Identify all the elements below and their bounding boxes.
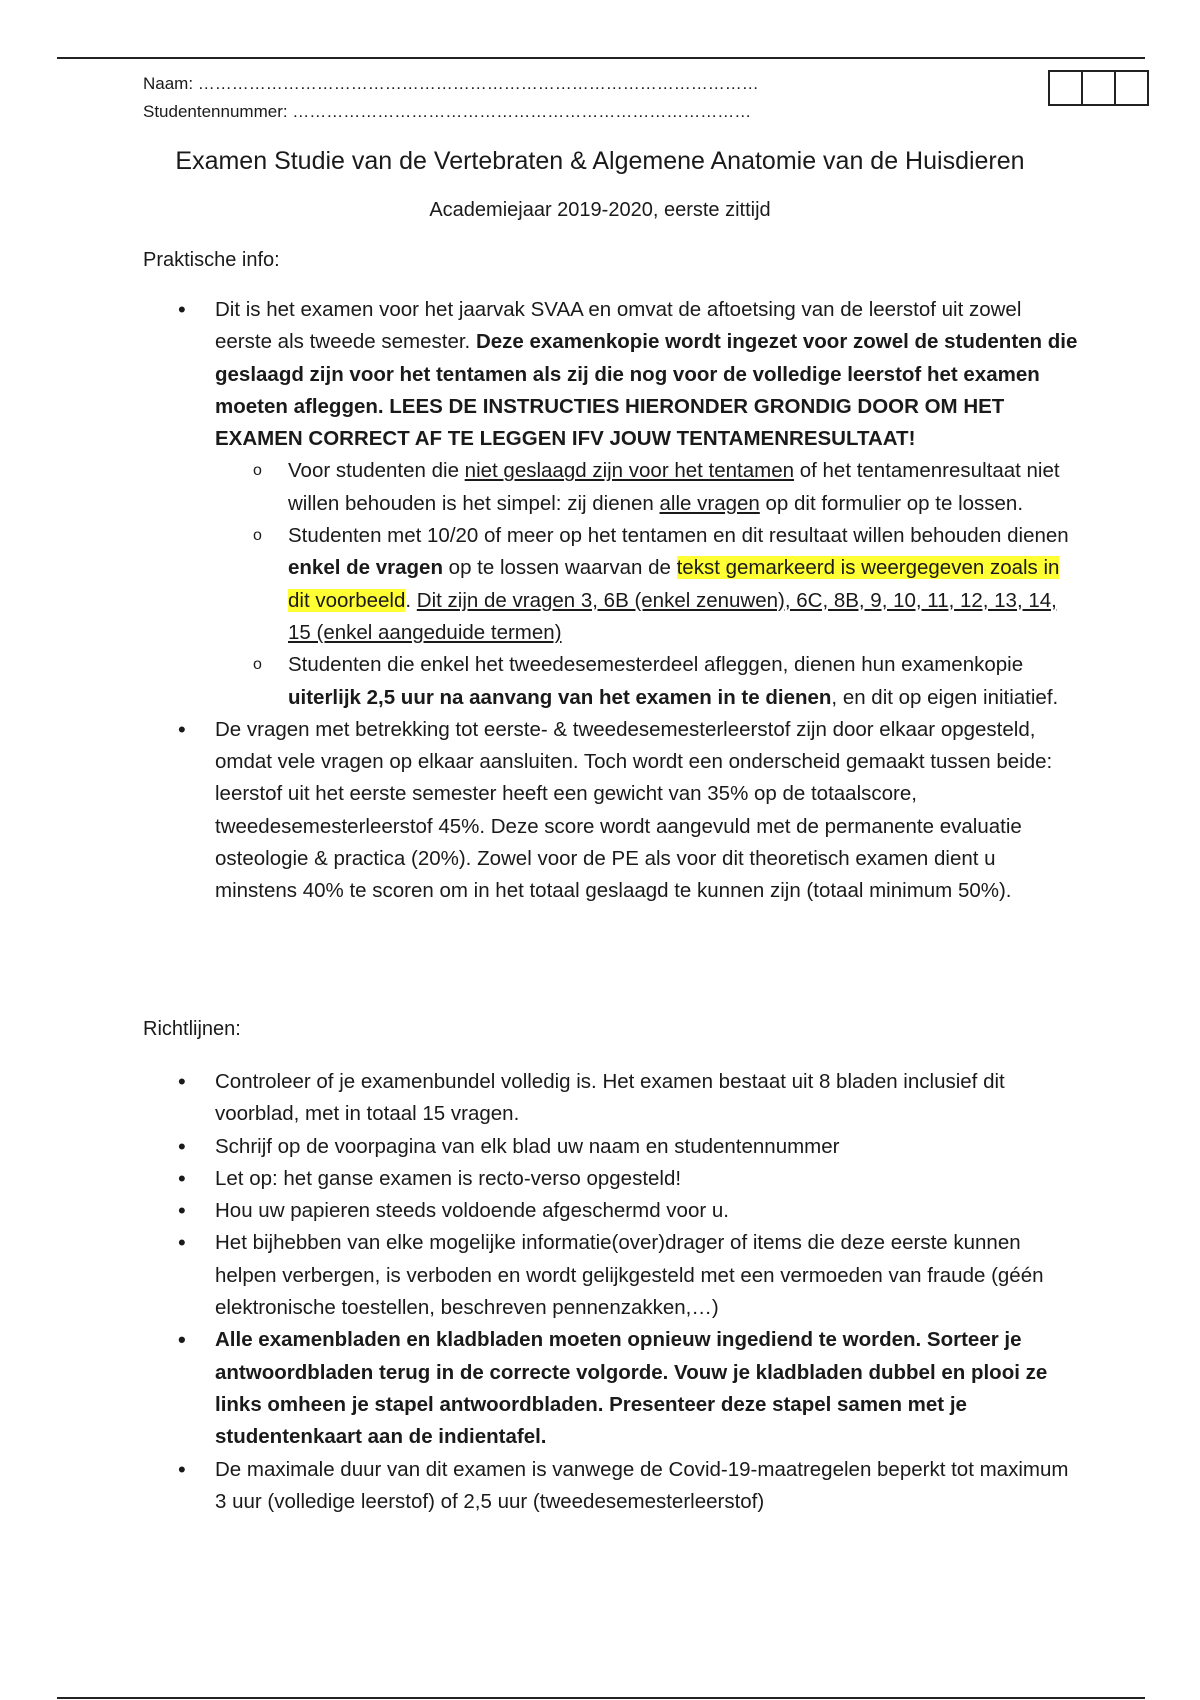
- score-boxes: [1048, 70, 1149, 106]
- guidelines-heading: Richtlijnen:: [143, 1018, 241, 1040]
- exam-title: Examen Studie van de Vertebraten & Algemene Anatomie van de Huisdieren: [175, 147, 1025, 175]
- sub-list-item: o Studenten die enkel het tweedesemesterdeel afleggen, dienen hun examenkopie uiterlijk 2,5 uur na aanvang van het examen in te dienen, en dit op eigen initiatief.: [288, 649, 1078, 714]
- guidelines-list: [178, 1066, 1078, 1518]
- practical-info-heading: Praktische info:: [143, 249, 280, 271]
- score-box: [1050, 72, 1083, 104]
- score-box: [1083, 72, 1116, 104]
- list-item: • Let op: het ganse examen is recto-verso opgesteld!: [178, 1163, 1078, 1195]
- list-item: • Het bijhebben van elke mogelijke informatie(over)drager of items die deze eerste kunnen helpen verbergen, is verboden en wordt gelijkgesteld met een vermoeden van fraude (géén elektronische toestellen, beschreven pennenzakken,…): [178, 1227, 1078, 1324]
- top-rule: [57, 57, 1145, 59]
- practical-info-section: [178, 294, 1078, 908]
- list-item: • Schrijf op de voorpagina van elk blad uw naam en studentennummer: [178, 1131, 1078, 1163]
- score-box: [1116, 72, 1147, 104]
- student-number-field-label: Studentennummer: ………………………………………………………………………: [143, 102, 752, 121]
- sub-list-item: o Voor studenten die niet geslaagd zijn voor het tentamen of het tentamenresultaat niet willen behouden is het simpel: zij dienen alle vragen op dit formulier op te lossen.: [288, 455, 1078, 520]
- list-item: • Alle examenbladen en kladbladen moeten opnieuw ingediend te worden. Sorteer je antwoordbladen terug in de correcte volgorde. Vouw je kladbladen dubbel en plooi ze links omheen je stapel antwoordbladen. Presenteer deze stapel samen met je studentenkaart aan de indientafel.: [178, 1324, 1078, 1453]
- practical-info-list: [178, 294, 1078, 908]
- highlight-example: tekst gemarkeerd is weergegeven zoals in dit voorbeeld: [288, 556, 1060, 612]
- list-item: • Hou uw papieren steeds voldoende afgeschermd voor u.: [178, 1195, 1078, 1227]
- list-item: • Controleer of je examenbundel volledig is. Het examen bestaat uit 8 bladen inclusief dit voorblad, met in totaal 15 vragen.: [178, 1066, 1078, 1131]
- list-item: • De vragen met betrekking tot eerste- & tweedesemesterleerstof zijn door elkaar opgesteld, omdat vele vragen op elkaar aansluiten. Toch wordt een onderscheid gemaakt tussen beide: leerstof uit het eerste semester heeft een gewicht van 35% op de totaalscore, tweedesemesterleerstof 45%. Deze score wordt aangevuld met de permanente evaluatie osteologie & practica (20%). Zowel voor de PE als voor dit theoretisch examen dient u minstens 40% te scoren om in het totaal geslaagd te kunnen zijn (totaal minimum 50%).: [178, 714, 1078, 908]
- list-item: • De maximale duur van dit examen is vanwege de Covid-19-maatregelen beperkt tot maximum 3 uur (volledige leerstof) of 2,5 uur (tweedesemesterleerstof): [178, 1454, 1078, 1519]
- sub-list-item: o Studenten met 10/20 of meer op het tentamen en dit resultaat willen behouden dienen enkel de vragen op te lossen waarvan de tekst gemarkeerd is weergegeven zoals in dit voorbeeld. Dit zijn de vragen 3, 6B (enkel zenuwen), 6C, 8B, 9, 10, 11, 12, 13, 14, 15 (enkel aangeduide termen): [288, 520, 1078, 649]
- instruction-sublist: [215, 455, 1078, 713]
- bottom-rule: [57, 1697, 1145, 1699]
- list-item: • Dit is het examen voor het jaarvak SVAA en omvat de aftoetsing van de leerstof uit zowel eerste als tweede semester. Deze examenkopie wordt ingezet voor zowel de studenten die geslaagd zijn voor het tentamen als zij die nog voor de volledige leerstof het examen moeten afleggen. LEES DE INSTRUCTIES HIERONDER GRONDIG DOOR OM HET EXAMEN CORRECT AF TE LEGGEN IFV JOUW TENTAMENRESULTAAT! o Voor studenten die niet geslaagd zijn voor het tentamen of het tentamenresultaat niet willen behouden is het simpel: zij dienen alle vragen op dit formulier op te lossen. o Studenten met 10/20 of meer op het tentamen en dit resultaat willen behouden dienen enkel de vragen op te lossen waarvan de tekst gemarkeerd is weergegeven zoals in dit voorbeeld. Dit zijn de vragen 3, 6B (enkel zenuwen), 6C, 8B, 9, 10, 11, 12, 13, 14, 15 (enkel aangeduide termen) o Studenten die enkel het tweedesemesterdeel afleggen, dienen hun examenkopie uiterlijk 2,5 uur na aanvang van het examen in te dienen, en dit op eigen initiatief.: [178, 294, 1078, 714]
- exam-subtitle: Academiejaar 2019-2020, eerste zittijd: [429, 199, 771, 221]
- name-field-label: Naam: ………………………………………………………………………………………: [143, 74, 759, 93]
- guidelines-section: [178, 1066, 1078, 1518]
